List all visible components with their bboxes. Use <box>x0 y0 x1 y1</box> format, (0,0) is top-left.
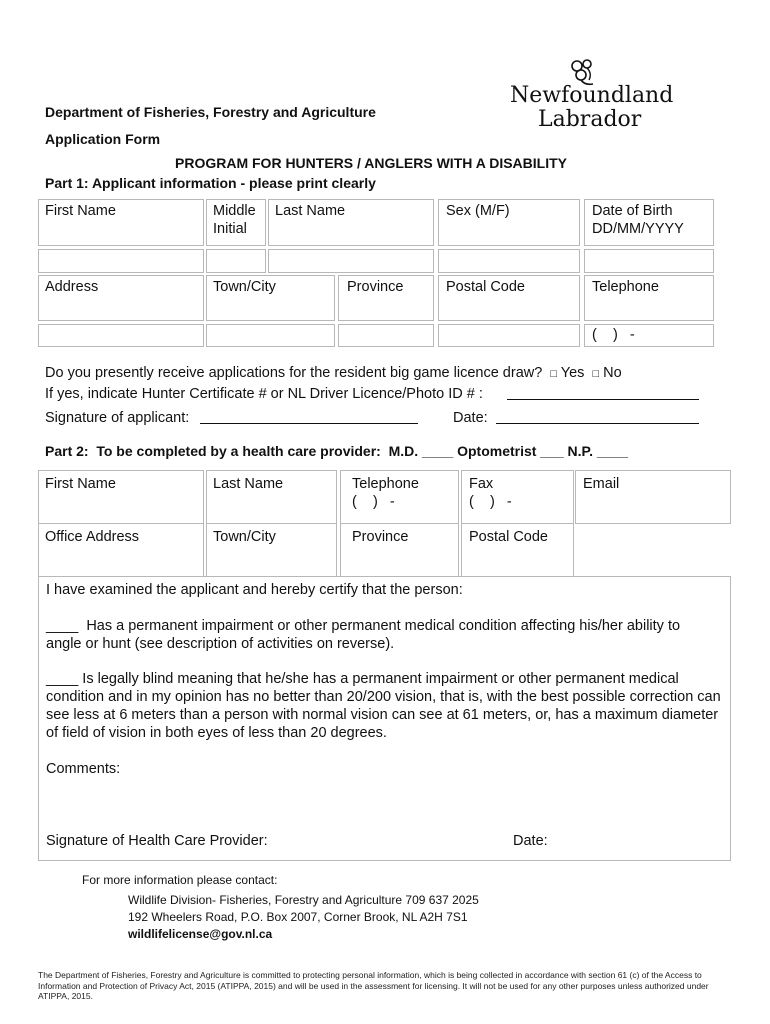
applicant-signature-label: Signature of applicant: <box>45 410 190 426</box>
provider-signature-label: Signature of Health Care Provider: <box>46 833 268 849</box>
comments-label: Comments: <box>46 761 121 777</box>
contact-line1: Wildlife Division- Fisheries, Forestry and Agriculture 709 637 2025 <box>128 893 479 907</box>
dob-cell <box>584 199 714 246</box>
option-permanent-impairment[interactable]: ____ Has a permanent impairment or other permanent medical condition affecting his/her ability to angle or hunt (see description of activities on reverse). <box>46 618 685 652</box>
nl-logo <box>505 58 674 133</box>
province-label: Province <box>347 279 404 295</box>
sex-cell <box>438 199 580 246</box>
certify-statement: I have examined the applicant and hereby certify that the person: <box>46 582 463 598</box>
privacy-disclaimer: The Department of Fisheries, Forestry and Agriculture is committed to protecting personal information, which is being collected in accordance with section 61 (c) of the Access to Information and Protection of Privacy Act, 2015 (ATIPPA, 2015) and will be used in the assessment for licensing. It will not be used for any other purposes unless authorized under ATIPPA, 2015. <box>38 970 709 1001</box>
hcp-email-cell[interactable] <box>575 470 731 524</box>
comments-field[interactable] <box>46 780 722 828</box>
telephone-field[interactable] <box>584 324 714 347</box>
hcp-office-address-cell[interactable] <box>38 523 204 577</box>
no-label: No <box>603 365 622 381</box>
dob-label-2: DD/MM/YYYY <box>592 221 684 237</box>
hcp-telephone-template: ( ) - <box>352 494 395 510</box>
hcp-first-name-cell[interactable] <box>38 470 204 524</box>
telephone-cell <box>584 275 714 321</box>
yes-checkbox[interactable]: □ <box>550 368 557 380</box>
hcp-fax-cell[interactable] <box>461 470 574 524</box>
logo-text-labrador: Labrador <box>538 107 642 132</box>
town-city-cell <box>206 275 335 321</box>
last-name-cell <box>268 199 434 246</box>
applicant-signature-line[interactable] <box>200 423 418 424</box>
first-name-label: First Name <box>45 203 116 219</box>
middle-initial-label-1: Middle <box>213 203 256 219</box>
hcp-first-name-label: First Name <box>45 476 116 492</box>
hcp-town-city-cell[interactable] <box>206 523 337 577</box>
town-city-field[interactable] <box>206 324 335 347</box>
hcp-telephone-cell[interactable] <box>340 470 459 524</box>
contact-line2: 192 Wheelers Road, P.O. Box 2007, Corner Brook, NL A2H 7S1 <box>128 910 468 924</box>
draw-question <box>45 365 622 381</box>
hcp-last-name-cell[interactable] <box>206 470 337 524</box>
part2-title: Part 2: To be completed by a health care provider: M.D. ____ Optometrist ___ N.P. ____ <box>45 443 629 459</box>
draw-question-text: Do you presently receive applications for the resident big game licence draw? <box>45 365 543 381</box>
hcp-last-name-label: Last Name <box>213 476 284 492</box>
middle-initial-label-2: Initial <box>213 221 247 237</box>
applicant-date-line[interactable] <box>496 423 699 424</box>
logo-text-newfoundland: Newfoundland <box>510 83 674 108</box>
last-name-label: Last Name <box>275 203 346 219</box>
dob-label-1: Date of Birth <box>592 203 673 219</box>
contact-intro: For more information please contact: <box>82 873 278 887</box>
applicant-date-label: Date: <box>453 410 488 426</box>
telephone-label: Telephone <box>592 279 659 295</box>
option-legally-blind[interactable]: ____ Is legally blind meaning that he/she has a permanent impairment or other permanent medical condition and in my opinion has no better than 20/200 vision, that is, with the best possible correction can see less at 6 meters than a person with normal vision can see at 61 meters, or, has a maximum diameter of field of vision in both eyes of less than 20 degrees. <box>46 671 725 741</box>
part1-title: Part 1: Applicant information - please print clearly <box>45 175 376 191</box>
province-cell <box>338 275 434 321</box>
middle-initial-field[interactable] <box>206 249 266 273</box>
middle-initial-cell <box>206 199 266 246</box>
telephone-template: ( ) - <box>592 327 635 343</box>
yes-label: Yes <box>560 365 585 381</box>
hcp-fax-template: ( ) - <box>469 494 512 510</box>
province-field[interactable] <box>338 324 434 347</box>
program-title: PROGRAM FOR HUNTERS / ANGLERS WITH A DISABILITY <box>175 155 567 171</box>
address-cell <box>38 275 204 321</box>
first-name-cell <box>38 199 204 246</box>
dob-field[interactable] <box>584 249 714 273</box>
hcp-postal-code-label: Postal Code <box>469 529 548 545</box>
hcp-fax-label: Fax <box>469 476 494 492</box>
hcp-postal-code-cell[interactable] <box>461 523 574 577</box>
hcp-province-cell[interactable] <box>340 523 459 577</box>
id-number-line[interactable] <box>507 399 699 400</box>
no-checkbox[interactable]: □ <box>592 368 600 380</box>
department-name: Department of Fisheries, Forestry and Agriculture <box>45 104 376 120</box>
postal-code-field[interactable] <box>438 324 580 347</box>
address-label: Address <box>45 279 99 295</box>
sex-field[interactable] <box>438 249 580 273</box>
first-name-field[interactable] <box>38 249 204 273</box>
town-city-label: Town/City <box>213 279 276 295</box>
hcp-telephone-label: Telephone <box>352 476 419 492</box>
hcp-town-city-label: Town/City <box>213 529 276 545</box>
id-question: If yes, indicate Hunter Certificate # or NL Driver Licence/Photo ID # : <box>45 386 483 402</box>
postal-code-label: Postal Code <box>446 279 525 295</box>
certification-box <box>38 576 731 861</box>
postal-code-cell <box>438 275 580 321</box>
form-type: Application Form <box>45 131 161 147</box>
address-field[interactable] <box>38 324 204 347</box>
provider-date-label: Date: <box>513 833 548 849</box>
sex-label: Sex (M/F) <box>446 203 510 219</box>
hcp-office-address-label: Office Address <box>45 529 140 545</box>
hcp-province-label: Province <box>352 529 409 545</box>
contact-email[interactable]: wildlifelicense@gov.nl.ca <box>128 927 273 941</box>
hcp-email-label: Email <box>583 476 620 492</box>
last-name-field[interactable] <box>268 249 434 273</box>
